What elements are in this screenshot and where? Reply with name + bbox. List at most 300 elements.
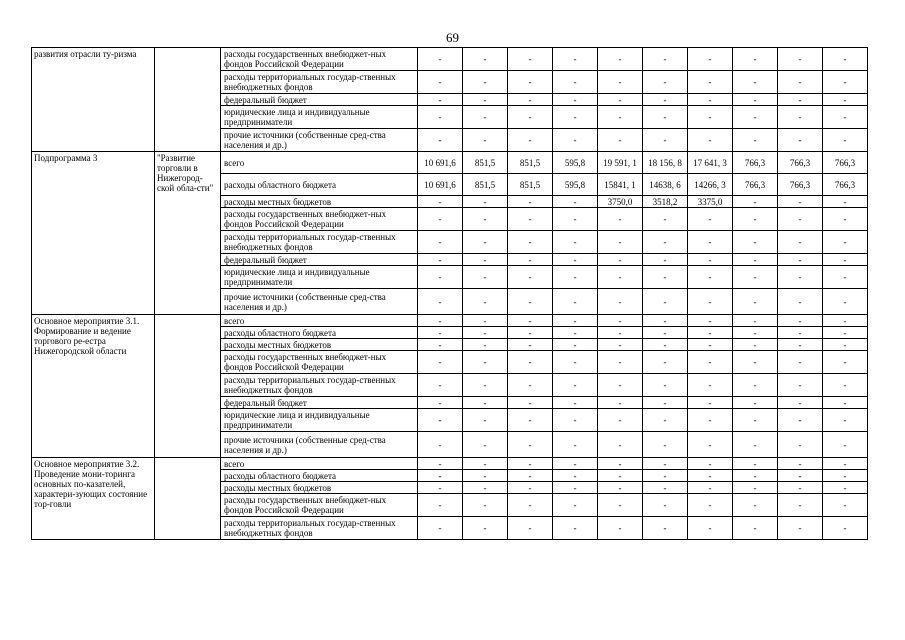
value-cell: -	[823, 432, 868, 458]
activity-name: Основное мероприятие 3.1. Формирование и ведение торгового ре-естра Нижегородской области	[32, 315, 155, 458]
value-cell: -	[463, 432, 508, 458]
value-cell: -	[778, 254, 823, 266]
activity-name: Подпрограмма 3	[32, 152, 155, 315]
value-cell: 14266, 3	[688, 174, 733, 196]
value-cell: -	[778, 409, 823, 432]
value-cell: -	[688, 315, 733, 327]
funding-source: расходы территориальных государ-ственных внебюджетных фондов	[221, 374, 418, 397]
value-cell: -	[643, 289, 688, 315]
value-cell: -	[778, 374, 823, 397]
value-cell: -	[643, 315, 688, 327]
value-cell: -	[778, 458, 823, 470]
value-cell: -	[553, 196, 598, 208]
value-cell: -	[508, 458, 553, 470]
value-cell: -	[598, 409, 643, 432]
value-cell: -	[598, 327, 643, 339]
value-cell: -	[688, 482, 733, 494]
value-cell: -	[463, 254, 508, 266]
value-cell: -	[778, 494, 823, 517]
value-cell: -	[463, 482, 508, 494]
funding-source: прочие источники (собственные сред-ства населения и др.)	[221, 289, 418, 315]
value-cell: -	[508, 432, 553, 458]
value-cell: -	[733, 494, 778, 517]
value-cell: -	[553, 517, 598, 540]
value-cell: -	[553, 351, 598, 374]
value-cell: -	[508, 289, 553, 315]
value-cell: 851,5	[508, 152, 553, 174]
value-cell: -	[508, 231, 553, 254]
value-cell: -	[553, 48, 598, 71]
funding-source: расходы государственных внебюджет-ных фондов Российской Федерации	[221, 208, 418, 231]
value-cell: -	[508, 71, 553, 94]
value-cell: -	[823, 458, 868, 470]
value-cell: -	[733, 231, 778, 254]
value-cell: -	[553, 231, 598, 254]
value-cell: -	[643, 208, 688, 231]
value-cell: -	[733, 196, 778, 208]
value-cell: -	[688, 494, 733, 517]
value-cell: -	[463, 289, 508, 315]
value-cell: 3518,2	[643, 196, 688, 208]
value-cell: -	[553, 289, 598, 315]
value-cell: -	[643, 129, 688, 152]
value-cell: -	[508, 517, 553, 540]
funding-source: всего	[221, 458, 418, 470]
value-cell: 15841, 1	[598, 174, 643, 196]
value-cell: -	[598, 94, 643, 106]
value-cell: -	[463, 315, 508, 327]
value-cell: -	[688, 339, 733, 351]
funding-source: расходы государственных внебюджет-ных фондов Российской Федерации	[221, 351, 418, 374]
value-cell: 851,5	[463, 174, 508, 196]
value-cell: 595,8	[553, 152, 598, 174]
budget-table-body	[32, 48, 868, 540]
value-cell: -	[463, 351, 508, 374]
value-cell: -	[418, 458, 463, 470]
funding-source: прочие источники (собственные сред-ства населения и др.)	[221, 432, 418, 458]
value-cell: -	[598, 129, 643, 152]
value-cell: -	[643, 470, 688, 482]
value-cell: -	[733, 327, 778, 339]
value-cell: -	[463, 71, 508, 94]
program-name: "Развитие торговли в Нижегород-ской обла-сти"	[155, 152, 221, 315]
value-cell: -	[598, 482, 643, 494]
funding-source: прочие источники (собственные сред-ства населения и др.)	[221, 129, 418, 152]
value-cell: -	[553, 254, 598, 266]
value-cell: -	[688, 432, 733, 458]
value-cell: -	[418, 254, 463, 266]
value-cell: -	[508, 196, 553, 208]
value-cell: -	[598, 432, 643, 458]
value-cell: -	[643, 409, 688, 432]
value-cell: 18 156, 8	[643, 152, 688, 174]
value-cell: -	[553, 339, 598, 351]
value-cell: -	[508, 397, 553, 409]
value-cell: -	[778, 397, 823, 409]
value-cell: -	[418, 94, 463, 106]
value-cell: -	[823, 94, 868, 106]
table-row	[32, 458, 868, 470]
value-cell: -	[598, 494, 643, 517]
value-cell: -	[643, 254, 688, 266]
value-cell: -	[463, 397, 508, 409]
value-cell: 10 691,6	[418, 152, 463, 174]
value-cell: -	[508, 494, 553, 517]
value-cell: -	[823, 231, 868, 254]
value-cell: -	[508, 339, 553, 351]
table-row	[32, 48, 868, 71]
activity-name: развития отрасли ту-ризма	[32, 48, 155, 152]
value-cell: -	[463, 374, 508, 397]
value-cell: 766,3	[823, 152, 868, 174]
value-cell: -	[418, 482, 463, 494]
value-cell: -	[733, 470, 778, 482]
value-cell: -	[463, 339, 508, 351]
value-cell: -	[418, 315, 463, 327]
value-cell: -	[463, 409, 508, 432]
value-cell: -	[463, 208, 508, 231]
value-cell: 19 591, 1	[598, 152, 643, 174]
value-cell: -	[418, 409, 463, 432]
value-cell: -	[643, 94, 688, 106]
value-cell: -	[598, 208, 643, 231]
value-cell: -	[508, 266, 553, 289]
value-cell: -	[553, 106, 598, 129]
program-name	[155, 458, 221, 540]
value-cell: -	[418, 196, 463, 208]
funding-source: расходы местных бюджетов	[221, 339, 418, 351]
value-cell: -	[463, 327, 508, 339]
value-cell: -	[823, 289, 868, 315]
value-cell: -	[688, 409, 733, 432]
value-cell: -	[643, 71, 688, 94]
value-cell: -	[598, 315, 643, 327]
value-cell: -	[463, 106, 508, 129]
value-cell: -	[643, 397, 688, 409]
value-cell: -	[688, 470, 733, 482]
value-cell: -	[778, 289, 823, 315]
value-cell: 14638, 6	[643, 174, 688, 196]
value-cell: -	[733, 458, 778, 470]
value-cell: 766,3	[823, 174, 868, 196]
value-cell: -	[823, 470, 868, 482]
value-cell: -	[778, 208, 823, 231]
value-cell: -	[733, 482, 778, 494]
value-cell: -	[733, 48, 778, 71]
value-cell: -	[778, 71, 823, 94]
value-cell: -	[823, 208, 868, 231]
value-cell: -	[823, 266, 868, 289]
value-cell: -	[688, 458, 733, 470]
value-cell: -	[823, 48, 868, 71]
value-cell: 766,3	[778, 152, 823, 174]
value-cell: -	[463, 129, 508, 152]
program-name	[155, 315, 221, 458]
value-cell: -	[598, 106, 643, 129]
value-cell: -	[778, 315, 823, 327]
value-cell: -	[688, 327, 733, 339]
value-cell: -	[823, 482, 868, 494]
value-cell: -	[643, 351, 688, 374]
value-cell: -	[643, 266, 688, 289]
value-cell: -	[688, 106, 733, 129]
value-cell: -	[463, 458, 508, 470]
value-cell: -	[733, 315, 778, 327]
value-cell: -	[733, 254, 778, 266]
value-cell: -	[418, 432, 463, 458]
value-cell: -	[733, 374, 778, 397]
value-cell: -	[733, 266, 778, 289]
value-cell: -	[598, 458, 643, 470]
value-cell: -	[553, 315, 598, 327]
value-cell: -	[418, 374, 463, 397]
value-cell: -	[508, 315, 553, 327]
value-cell: -	[733, 351, 778, 374]
value-cell: -	[643, 432, 688, 458]
funding-source: расходы территориальных государ-ственных внебюджетных фондов	[221, 231, 418, 254]
value-cell: -	[553, 94, 598, 106]
value-cell: -	[643, 327, 688, 339]
value-cell: -	[463, 470, 508, 482]
value-cell: -	[418, 517, 463, 540]
value-cell: -	[553, 397, 598, 409]
value-cell: -	[553, 374, 598, 397]
value-cell: -	[463, 494, 508, 517]
value-cell: -	[418, 494, 463, 517]
value-cell: -	[598, 48, 643, 71]
value-cell: -	[643, 458, 688, 470]
value-cell: -	[508, 374, 553, 397]
value-cell: -	[778, 432, 823, 458]
value-cell: 3750,0	[598, 196, 643, 208]
value-cell: -	[643, 106, 688, 129]
funding-source: расходы территориальных государ-ственных внебюджетных фондов	[221, 71, 418, 94]
value-cell: -	[418, 351, 463, 374]
value-cell: -	[823, 517, 868, 540]
value-cell: -	[508, 48, 553, 71]
value-cell: -	[418, 208, 463, 231]
value-cell: -	[733, 208, 778, 231]
value-cell: -	[463, 231, 508, 254]
value-cell: -	[823, 106, 868, 129]
value-cell: -	[598, 231, 643, 254]
value-cell: 595,8	[553, 174, 598, 196]
value-cell: -	[733, 94, 778, 106]
value-cell: -	[508, 482, 553, 494]
value-cell: -	[688, 94, 733, 106]
funding-source: федеральный бюджет	[221, 397, 418, 409]
value-cell: -	[733, 397, 778, 409]
value-cell: -	[823, 129, 868, 152]
value-cell: -	[463, 266, 508, 289]
value-cell: -	[733, 71, 778, 94]
value-cell: -	[508, 409, 553, 432]
value-cell: -	[598, 397, 643, 409]
value-cell: -	[823, 315, 868, 327]
value-cell: -	[553, 432, 598, 458]
funding-source: федеральный бюджет	[221, 254, 418, 266]
value-cell: -	[643, 517, 688, 540]
value-cell: 766,3	[733, 174, 778, 196]
value-cell: -	[643, 231, 688, 254]
funding-source: расходы местных бюджетов	[221, 482, 418, 494]
value-cell: -	[508, 106, 553, 129]
value-cell: -	[688, 208, 733, 231]
value-cell: -	[553, 470, 598, 482]
funding-source: расходы областного бюджета	[221, 174, 418, 196]
value-cell: -	[778, 106, 823, 129]
value-cell: -	[733, 409, 778, 432]
funding-source: всего	[221, 152, 418, 174]
value-cell: -	[823, 397, 868, 409]
value-cell: -	[733, 106, 778, 129]
value-cell: -	[778, 327, 823, 339]
budget-table	[31, 47, 868, 540]
value-cell: -	[823, 71, 868, 94]
value-cell: -	[688, 254, 733, 266]
value-cell: -	[823, 327, 868, 339]
value-cell: -	[778, 48, 823, 71]
value-cell: -	[643, 494, 688, 517]
value-cell: 851,5	[463, 152, 508, 174]
value-cell: -	[823, 409, 868, 432]
value-cell: -	[778, 266, 823, 289]
value-cell: -	[598, 339, 643, 351]
value-cell: -	[418, 339, 463, 351]
value-cell: -	[823, 339, 868, 351]
value-cell: -	[418, 129, 463, 152]
value-cell: -	[553, 208, 598, 231]
value-cell: -	[733, 289, 778, 315]
funding-source: расходы государственных внебюджет-ных фондов Российской Федерации	[221, 48, 418, 71]
value-cell: 3375,0	[688, 196, 733, 208]
value-cell: 17 641, 3	[688, 152, 733, 174]
funding-source: расходы областного бюджета	[221, 470, 418, 482]
value-cell: -	[688, 48, 733, 71]
value-cell: -	[418, 231, 463, 254]
value-cell: -	[643, 48, 688, 71]
value-cell: -	[598, 266, 643, 289]
value-cell: 851,5	[508, 174, 553, 196]
value-cell: -	[823, 196, 868, 208]
funding-source: юридические лица и индивидуальные предприниматели	[221, 106, 418, 129]
value-cell: -	[778, 351, 823, 374]
value-cell: -	[688, 351, 733, 374]
value-cell: -	[688, 374, 733, 397]
value-cell: -	[778, 196, 823, 208]
value-cell: -	[778, 470, 823, 482]
value-cell: -	[688, 266, 733, 289]
funding-source: юридические лица и индивидуальные предприниматели	[221, 409, 418, 432]
value-cell: 766,3	[778, 174, 823, 196]
value-cell: -	[778, 339, 823, 351]
value-cell: -	[553, 494, 598, 517]
value-cell: 10 691,6	[418, 174, 463, 196]
value-cell: -	[598, 289, 643, 315]
value-cell: 766,3	[733, 152, 778, 174]
value-cell: -	[418, 470, 463, 482]
funding-source: федеральный бюджет	[221, 94, 418, 106]
value-cell: -	[598, 517, 643, 540]
value-cell: -	[463, 196, 508, 208]
value-cell: -	[463, 517, 508, 540]
value-cell: -	[688, 517, 733, 540]
value-cell: -	[823, 374, 868, 397]
value-cell: -	[733, 517, 778, 540]
value-cell: -	[418, 48, 463, 71]
value-cell: -	[598, 254, 643, 266]
value-cell: -	[553, 458, 598, 470]
value-cell: -	[553, 266, 598, 289]
funding-source: расходы государственных внебюджет-ных фондов Российской Федерации	[221, 494, 418, 517]
value-cell: -	[688, 397, 733, 409]
value-cell: -	[508, 470, 553, 482]
value-cell: -	[778, 129, 823, 152]
value-cell: -	[553, 129, 598, 152]
value-cell: -	[823, 254, 868, 266]
funding-source: юридические лица и индивидуальные предприниматели	[221, 266, 418, 289]
value-cell: -	[508, 208, 553, 231]
funding-source: расходы территориальных государ-ственных внебюджетных фондов	[221, 517, 418, 540]
value-cell: -	[598, 374, 643, 397]
table-row	[32, 315, 868, 327]
value-cell: -	[643, 482, 688, 494]
value-cell: -	[418, 397, 463, 409]
value-cell: -	[553, 71, 598, 94]
value-cell: -	[598, 351, 643, 374]
funding-source: расходы областного бюджета	[221, 327, 418, 339]
value-cell: -	[823, 494, 868, 517]
value-cell: -	[553, 409, 598, 432]
value-cell: -	[418, 327, 463, 339]
value-cell: -	[508, 129, 553, 152]
funding-source: расходы местных бюджетов	[221, 196, 418, 208]
table-row	[32, 152, 868, 174]
value-cell: -	[598, 470, 643, 482]
value-cell: -	[778, 482, 823, 494]
value-cell: -	[553, 482, 598, 494]
value-cell: -	[598, 71, 643, 94]
value-cell: -	[463, 48, 508, 71]
value-cell: -	[463, 94, 508, 106]
value-cell: -	[508, 327, 553, 339]
activity-name: Основное мероприятие 3.2. Проведение мони-торинга основных по-казателей, характери-зующих состояние тор-говли	[32, 458, 155, 540]
value-cell: -	[733, 432, 778, 458]
value-cell: -	[643, 339, 688, 351]
value-cell: -	[688, 71, 733, 94]
program-name	[155, 48, 221, 152]
value-cell: -	[418, 266, 463, 289]
page-number: 69	[446, 30, 459, 45]
value-cell: -	[643, 374, 688, 397]
value-cell: -	[733, 129, 778, 152]
value-cell: -	[418, 289, 463, 315]
value-cell: -	[778, 517, 823, 540]
value-cell: -	[778, 231, 823, 254]
value-cell: -	[418, 71, 463, 94]
value-cell: -	[733, 339, 778, 351]
value-cell: -	[823, 351, 868, 374]
funding-source: всего	[221, 315, 418, 327]
value-cell: -	[508, 254, 553, 266]
value-cell: -	[688, 231, 733, 254]
value-cell: -	[688, 289, 733, 315]
value-cell: -	[418, 106, 463, 129]
value-cell: -	[688, 129, 733, 152]
value-cell: -	[778, 94, 823, 106]
value-cell: -	[508, 351, 553, 374]
value-cell: -	[553, 327, 598, 339]
